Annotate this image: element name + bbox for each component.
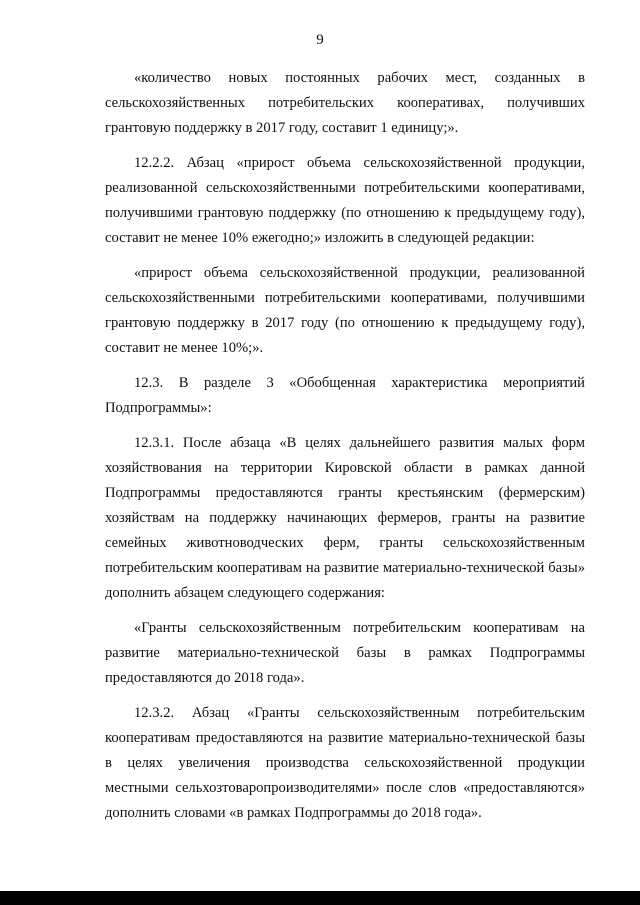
paragraph: «прирост объема сельскохозяйственной продукции, реализованной сельскохозяйственными потребительскими кооперативами, получившими грантовую поддержку в 2017 году (по отношению к предыдущему году), составит не менее 10%;». <box>105 265 585 356</box>
paragraph: 12.3. В разделе 3 «Обобщенная характеристика мероприятий Подпрограммы»: <box>105 375 585 416</box>
scan-edge-bar <box>0 891 640 905</box>
paragraph: «количество новых постоянных рабочих мест, созданных в сельскохозяйственных потребительских кооперативах, получивших грантовую поддержку в 2017 году, составит 1 единицу;». <box>105 70 585 136</box>
paragraph: 12.3.1. После абзаца «В целях дальнейшего развития малых форм хозяйствования на территории Кировской области в рамках данной Подпрограммы предоставляются гранты крестьянским (фермерским) хозяйствам на поддержку начинающих фермеров, гранты на развитие семейных животноводческих ферм, гранты сельскохозяйственным потребительским кооперативам на развитие материально-технической базы» дополнить абзацем следующего содержания: <box>105 435 585 601</box>
paragraph: 12.3.2. Абзац «Гранты сельскохозяйственным потребительским кооперативам предоставляются на развитие материально-технической базы в целях увеличения производства сельскохозяйственной продукции местными сельхозтоваропроизводителями» после слов «предоставляются» дополнить словами «в рамках Подпрограммы до 2018 года». <box>105 705 585 821</box>
page-number: 9 <box>316 32 324 48</box>
paragraph: 12.2.2. Абзац «прирост объема сельскохозяйственной продукции, реализованной сельскохозяйственными потребительскими кооперативами, получившими грантовую поддержку (по отношению к предыдущему году), составит не менее 10% ежегодно;» изложить в следующей редакции: <box>105 155 585 246</box>
document-body <box>105 66 585 836</box>
paragraph: «Гранты сельскохозяйственным потребительским кооперативам на развитие материально-технической базы в рамках Подпрограммы предоставляются до 2018 года». <box>105 620 585 686</box>
